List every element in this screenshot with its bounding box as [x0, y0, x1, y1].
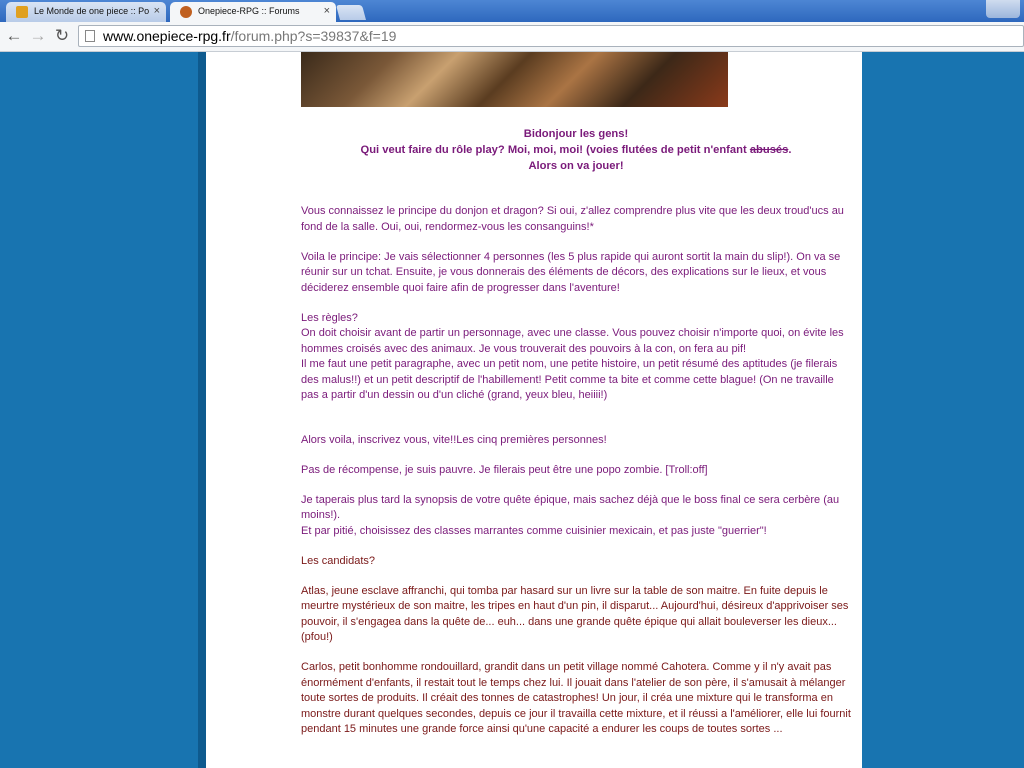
- site-favicon-icon: [16, 6, 28, 18]
- page-border-left: [198, 52, 206, 768]
- page-viewport: [0, 52, 1024, 768]
- paragraph-principle: Vous connaissez le principe du donjon et dragon? Si oui, z'allez comprendre plus vite que les deux troud'ucs au fond de la salle. Oui, oui, rendormez-vous les consanguins!*: [301, 205, 844, 233]
- site-favicon-icon: [180, 6, 192, 18]
- rules-line-2: Il me faut une petit paragraphe, avec un petit nom, une petite histoire, un petit résumé des aptitudes (je filerais des malus!!) et un petit descriptif de l'habillement! Petit comme ta bite et comme cette blague! (On ne travaille pas a partir d'un dessin ou d'un cliché (grand, yeux bleu, heiiii!): [301, 358, 838, 401]
- paragraph-candidates-heading: Les candidats?: [301, 554, 375, 567]
- paragraph-candidate-carlos: Carlos, petit bonhomme rondouillard, grandit dans un petit village nommé Cahotera. Comme y il n'y avait pas énormément d'enfants, il restait tout le temps chez lui. Il jouait dans l'atelier de son père, il s'amusait à mélanger toute sortes de produits. Il créait des tonnes de catastrophes! Un jour, il créa une mixture qui le transforma en monstre durant quelques secondes, depuis ce jour il travailla cette mixture, et il réussi a l'améliorer, elle lui fournit pendant 15 minutes une grande force ainsi qu'une capacité a endurer les coups de toutes sortes ...: [301, 661, 851, 735]
- url-text[interactable]: [103, 28, 396, 44]
- close-tab-icon[interactable]: ×: [153, 5, 160, 17]
- header-banner-image: [301, 52, 728, 107]
- intro-line-3: Alors on va jouer!: [528, 160, 624, 172]
- post-body: [301, 204, 851, 752]
- tab-le-monde-de-one-piece[interactable]: [6, 2, 166, 22]
- window-controls[interactable]: [986, 0, 1020, 18]
- intro-line-2-end: .: [788, 144, 792, 156]
- intro-line-2: [301, 142, 851, 158]
- paragraph-rules: [301, 311, 851, 404]
- address-bar[interactable]: [78, 25, 1024, 47]
- tab-title: Le Monde de one piece :: Po: [34, 6, 150, 16]
- tab-strip: [0, 0, 1024, 22]
- paragraph-how-it-works: Voila le principe: Je vais sélectionner 4 personnes (les 5 plus rapide qui auront sortit la main du slip!). On va se réunir sur un tchat. Ensuite, je vous donnerais des éléments de décors, des explications sur le lieux, et vous déciderez ensemble quoi faire afin de progresser dans l'aventure!: [301, 250, 841, 294]
- paragraph-synopsis: [301, 493, 851, 540]
- post-intro: [301, 126, 851, 174]
- forward-arrow-icon[interactable]: →: [29, 26, 47, 45]
- forum-post-area: [206, 52, 862, 768]
- tab-title: Onepiece-RPG :: Forums: [198, 6, 300, 16]
- browser-toolbar: [0, 22, 1024, 52]
- close-tab-icon[interactable]: ×: [323, 5, 330, 17]
- new-tab-button[interactable]: [336, 5, 366, 20]
- reload-icon[interactable]: ↻: [54, 26, 70, 45]
- back-arrow-icon[interactable]: ←: [5, 26, 23, 45]
- browser-chrome: [0, 0, 1024, 52]
- url-path: /forum.php?s=39837&f=19: [230, 28, 397, 44]
- tab-onepiece-rpg-forums[interactable]: [170, 2, 336, 22]
- intro-line-2-text: Qui veut faire du rôle play? Moi, moi, moi! (voies flutées de petit n'enfant: [360, 144, 750, 156]
- rules-line-1: On doit choisir avant de partir un personnage, avec une classe. Vous pouvez choisir n'importe quoi, on évite les hommes croisés avec des animaux. Je vous trouverait des pouvoirs à la con, on fera au pif!: [301, 327, 844, 355]
- url-host: www.onepiece-rpg.fr: [103, 28, 231, 44]
- paragraph-candidate-atlas: Atlas, jeune esclave affranchi, qui tomba par hasard sur un livre sur la table de son maitre. En fuite depuis le meurtre mystérieux de son maitre, les tripes en haut d'un pin, il disparut... Aujourd'hui, désireux d'apprivoiser ses pouvoir, il s'engagea dans la quête de... euh... dans une grande quête épique qui allait bouleverser les dieux... (pfou!): [301, 584, 849, 643]
- intro-strike-text: abusés: [749, 144, 789, 156]
- rules-heading: Les règles?: [301, 311, 358, 324]
- paragraph-reward: Pas de récompense, je suis pauvre. Je filerais peut être une popo zombie. [Troll:off]: [301, 463, 708, 476]
- synopsis-line-1: Je taperais plus tard la synopsis de votre quête épique, mais sachez déjà que le boss final ce sera cerbère (au moins!).: [301, 493, 840, 521]
- page-icon: [85, 30, 95, 42]
- synopsis-line-2: Et par pitié, choisissez des classes marrantes comme cuisinier mexicain, et pas juste "guerrier"!: [301, 524, 767, 537]
- intro-line-1: Bidonjour les gens!: [523, 128, 629, 140]
- paragraph-signup: Alors voila, inscrivez vous, vite!!Les cinq premières personnes!: [301, 433, 607, 446]
